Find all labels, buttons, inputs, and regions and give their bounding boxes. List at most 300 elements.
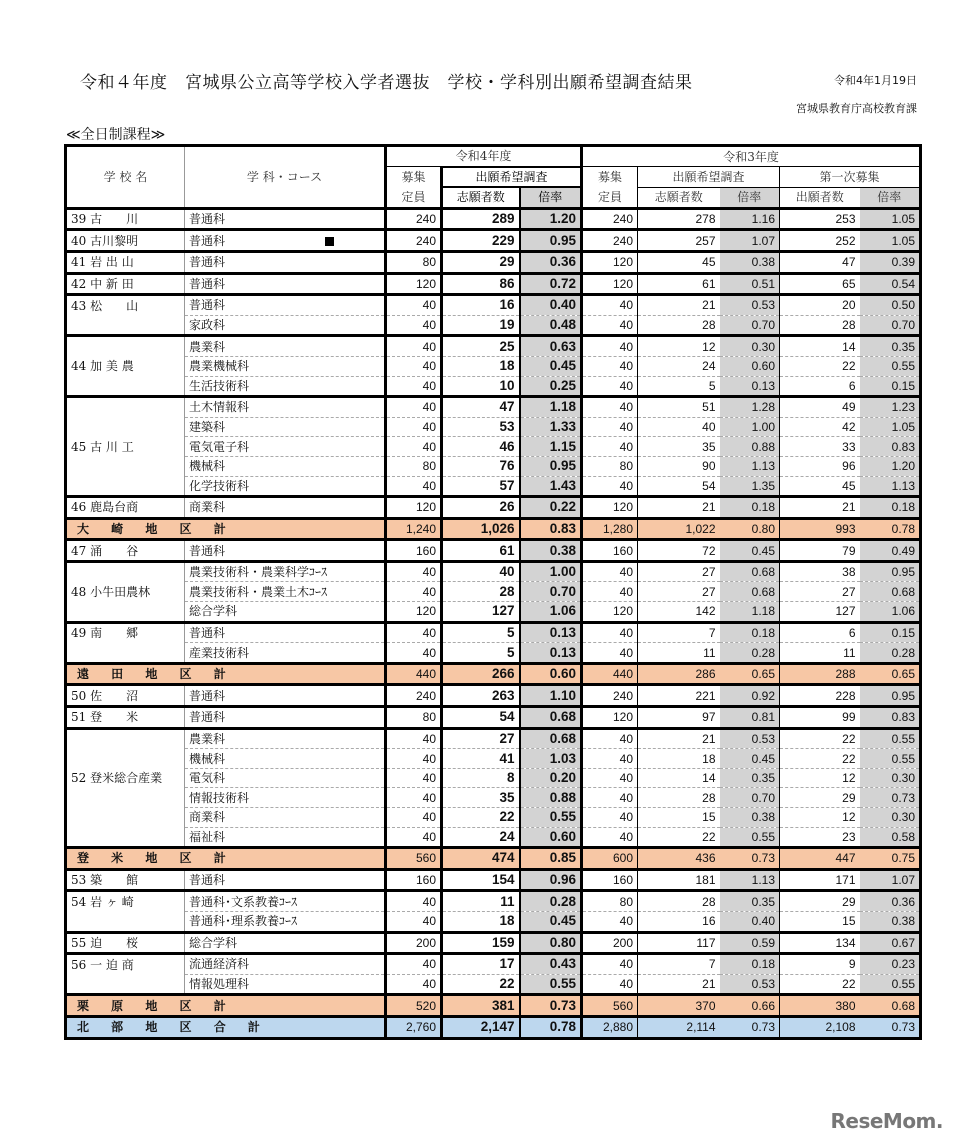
r3-first-applicants: 20 — [780, 295, 860, 316]
r4-applicants: 29 — [442, 251, 520, 273]
r4-applicants: 266 — [442, 663, 520, 685]
r4-ratio: 0.63 — [520, 336, 582, 357]
r3-applicants: 27 — [638, 582, 720, 602]
r3-applicants: 370 — [638, 995, 720, 1017]
r4-ratio: 0.72 — [520, 273, 582, 295]
department-name — [185, 397, 386, 418]
department-name — [185, 932, 386, 954]
r3-ratio: 0.45 — [720, 749, 780, 769]
r4-capacity: 40 — [386, 622, 442, 643]
r4-ratio: 1.20 — [520, 208, 582, 230]
r3-first-ratio: 0.35 — [860, 336, 921, 357]
school-name: 54 岩 ヶ 崎 — [66, 891, 185, 912]
header-r3: 令和3年度 — [582, 146, 921, 167]
r4-ratio: 0.45 — [520, 911, 582, 932]
r3-applicants: 117 — [638, 932, 720, 954]
r3-first-applicants: 28 — [780, 315, 860, 336]
r4-ratio: 0.83 — [520, 518, 582, 540]
r4-ratio: 0.25 — [520, 376, 582, 397]
r3-first-applicants: 23 — [780, 827, 860, 848]
department-label: 農業機械科 — [189, 359, 250, 374]
school-name: 43 松 山 — [66, 295, 185, 316]
r4-applicants: 25 — [442, 336, 520, 357]
r4-capacity: 160 — [386, 869, 442, 891]
r3-applicants: 5 — [638, 376, 720, 397]
table-row — [66, 911, 921, 932]
r3-first-ratio: 0.58 — [860, 827, 921, 848]
r3-first-ratio: 0.49 — [860, 540, 921, 562]
r3-ratio: 0.53 — [720, 974, 780, 995]
r4-applicants: 8 — [442, 768, 520, 788]
r3-applicants: 18 — [638, 749, 720, 769]
r3-ratio: 0.18 — [720, 954, 780, 975]
r3-first-ratio: 0.36 — [860, 891, 921, 912]
department-label: 機械科 — [189, 459, 226, 474]
r3-applicants: 35 — [638, 437, 720, 457]
r4-capacity: 2,760 — [386, 1016, 442, 1038]
r4-ratio: 0.78 — [520, 1016, 582, 1038]
r3-first-ratio: 0.30 — [860, 808, 921, 828]
header-r3-applicants: 志願者数 — [638, 187, 720, 208]
r3-applicants: 40 — [638, 417, 720, 437]
r3-first-applicants: 45 — [780, 476, 860, 497]
department-name — [185, 954, 386, 975]
department-label: 情報処理科 — [189, 977, 250, 992]
header-r4-applicants: 志願者数 — [442, 187, 520, 208]
header-r3-capacity-1: 募集 — [582, 167, 638, 188]
r4-ratio: 0.85 — [520, 848, 582, 870]
department-label: 商業科 — [189, 810, 226, 825]
department-name — [185, 561, 386, 582]
r4-applicants: 46 — [442, 437, 520, 457]
r3-ratio: 0.18 — [720, 497, 780, 519]
school-name — [66, 376, 185, 397]
r3-first-ratio: 0.23 — [860, 954, 921, 975]
department-name — [185, 911, 386, 932]
r4-applicants: 5 — [442, 643, 520, 664]
department-name — [185, 273, 386, 295]
header-r4-ratio: 倍率 — [520, 187, 582, 208]
r4-capacity: 160 — [386, 540, 442, 562]
r3-first-applicants: 380 — [780, 995, 860, 1017]
department-name — [185, 336, 386, 357]
r3-first-ratio: 1.20 — [860, 456, 921, 476]
department-name — [185, 356, 386, 376]
r3-first-ratio: 0.73 — [860, 1016, 921, 1038]
subtotal-row — [66, 848, 921, 870]
r3-first-ratio: 0.70 — [860, 315, 921, 336]
r3-ratio: 0.18 — [720, 622, 780, 643]
r3-applicants: 21 — [638, 295, 720, 316]
r3-first-applicants: 29 — [780, 891, 860, 912]
school-name — [66, 476, 185, 497]
r4-ratio: 0.28 — [520, 891, 582, 912]
r3-applicants: 28 — [638, 315, 720, 336]
r3-first-ratio: 0.55 — [860, 728, 921, 749]
r3-ratio: 1.13 — [720, 869, 780, 891]
department-label: 普通科･文系教養ｺｰｽ — [189, 894, 298, 909]
r3-first-applicants: 22 — [780, 356, 860, 376]
school-name — [66, 643, 185, 664]
department-name — [185, 768, 386, 788]
r4-capacity: 40 — [386, 397, 442, 418]
r3-first-applicants: 12 — [780, 808, 860, 828]
r3-first-applicants: 252 — [780, 230, 860, 252]
r4-applicants: 35 — [442, 788, 520, 808]
r4-capacity: 40 — [386, 476, 442, 497]
r4-applicants: 1,026 — [442, 518, 520, 540]
r4-applicants: 47 — [442, 397, 520, 418]
school-name — [66, 456, 185, 476]
r3-first-applicants: 22 — [780, 749, 860, 769]
r4-ratio: 0.40 — [520, 295, 582, 316]
r3-ratio: 0.92 — [720, 685, 780, 707]
r4-ratio: 1.33 — [520, 417, 582, 437]
r4-capacity: 1,240 — [386, 518, 442, 540]
table-row — [66, 749, 921, 769]
course-type-label: ≪全日制課程≫ — [66, 127, 166, 143]
black-square-marker-icon — [325, 237, 334, 246]
r4-capacity: 80 — [386, 456, 442, 476]
results-table — [64, 144, 922, 1040]
r4-capacity: 40 — [386, 437, 442, 457]
r4-applicants: 54 — [442, 707, 520, 729]
department-name — [185, 602, 386, 623]
r4-ratio: 0.88 — [520, 788, 582, 808]
table-row — [66, 251, 921, 273]
department-label: 建築科 — [189, 420, 226, 435]
table-row — [66, 376, 921, 397]
r3-applicants: 436 — [638, 848, 720, 870]
r3-ratio: 0.53 — [720, 728, 780, 749]
school-name: 56 一 迫 商 — [66, 954, 185, 975]
total-row — [66, 1016, 921, 1038]
department-name — [185, 437, 386, 457]
table-row — [66, 622, 921, 643]
department-name — [185, 869, 386, 891]
table-row — [66, 685, 921, 707]
r4-ratio: 1.10 — [520, 685, 582, 707]
r3-ratio: 1.18 — [720, 602, 780, 623]
r3-applicants: 15 — [638, 808, 720, 828]
r3-capacity: 40 — [582, 561, 638, 582]
r3-first-ratio: 0.39 — [860, 251, 921, 273]
r4-capacity: 40 — [386, 295, 442, 316]
r4-capacity: 240 — [386, 685, 442, 707]
department-name — [185, 707, 386, 729]
subtotal-label: 大 崎 地 区 計 — [77, 521, 235, 536]
r3-first-ratio: 0.83 — [860, 437, 921, 457]
department-label: 福祉科 — [189, 829, 226, 844]
r4-capacity: 40 — [386, 356, 442, 376]
table-row — [66, 808, 921, 828]
department-name — [185, 497, 386, 519]
department-label: 化学技術科 — [189, 478, 250, 493]
table-row — [66, 336, 921, 357]
r3-ratio: 0.68 — [720, 561, 780, 582]
r3-capacity: 2,880 — [582, 1016, 638, 1038]
r4-ratio: 0.13 — [520, 622, 582, 643]
r3-ratio: 0.59 — [720, 932, 780, 954]
r3-ratio: 0.73 — [720, 1016, 780, 1038]
r3-capacity: 40 — [582, 974, 638, 995]
table-row — [66, 582, 921, 602]
page-title: 令和４年度 宮城県公立高等学校入学者選抜 学校・学科別出願希望調査結果 — [80, 73, 693, 93]
department-label: 土木情報科 — [189, 400, 250, 415]
r4-capacity: 40 — [386, 768, 442, 788]
department-name — [185, 643, 386, 664]
school-name: 50 佐 沼 — [66, 685, 185, 707]
subtotal-row — [66, 663, 921, 685]
r3-first-ratio: 0.68 — [860, 582, 921, 602]
table-row — [66, 643, 921, 664]
department-label: 普通科 — [189, 873, 226, 888]
department-name — [185, 230, 386, 252]
r3-capacity: 40 — [582, 827, 638, 848]
r3-ratio: 0.73 — [720, 848, 780, 870]
r3-first-applicants: 38 — [780, 561, 860, 582]
r3-ratio: 0.66 — [720, 995, 780, 1017]
r4-capacity: 520 — [386, 995, 442, 1017]
r3-first-ratio: 1.06 — [860, 602, 921, 623]
r3-first-applicants: 99 — [780, 707, 860, 729]
r3-capacity: 120 — [582, 707, 638, 729]
r3-first-applicants: 228 — [780, 685, 860, 707]
r3-ratio: 0.65 — [720, 663, 780, 685]
r3-first-ratio: 0.55 — [860, 974, 921, 995]
r3-applicants: 21 — [638, 974, 720, 995]
r3-capacity: 40 — [582, 768, 638, 788]
r3-capacity: 40 — [582, 315, 638, 336]
r3-first-ratio: 0.67 — [860, 932, 921, 954]
r3-first-ratio: 0.38 — [860, 911, 921, 932]
r3-first-applicants: 11 — [780, 643, 860, 664]
r3-capacity: 40 — [582, 728, 638, 749]
r3-first-ratio: 1.23 — [860, 397, 921, 418]
r4-capacity: 560 — [386, 848, 442, 870]
r3-ratio: 0.80 — [720, 518, 780, 540]
r4-capacity: 40 — [386, 808, 442, 828]
r3-first-applicants: 288 — [780, 663, 860, 685]
department-label: 家政科 — [189, 318, 226, 333]
r3-applicants: 61 — [638, 273, 720, 295]
r3-ratio: 0.30 — [720, 336, 780, 357]
department-label: 普通科･理系教養ｺｰｽ — [189, 914, 298, 929]
r4-ratio: 0.43 — [520, 954, 582, 975]
r4-ratio: 1.00 — [520, 561, 582, 582]
department-label: 普通科 — [189, 212, 226, 227]
table-row — [66, 437, 921, 457]
r3-first-applicants: 14 — [780, 336, 860, 357]
r3-first-ratio: 0.73 — [860, 788, 921, 808]
r4-ratio: 1.03 — [520, 749, 582, 769]
r3-capacity: 200 — [582, 932, 638, 954]
table-row — [66, 208, 921, 230]
school-name — [66, 602, 185, 623]
r4-capacity: 40 — [386, 891, 442, 912]
r4-ratio: 0.48 — [520, 315, 582, 336]
table-row — [66, 230, 921, 252]
department-label: 電気電子科 — [189, 439, 250, 454]
school-name — [66, 827, 185, 848]
r3-first-applicants: 96 — [780, 456, 860, 476]
r3-ratio: 0.81 — [720, 707, 780, 729]
r3-ratio: 0.28 — [720, 643, 780, 664]
table-row — [66, 728, 921, 749]
r4-ratio: 0.80 — [520, 932, 582, 954]
r4-ratio: 0.96 — [520, 869, 582, 891]
r4-capacity: 40 — [386, 643, 442, 664]
school-name — [66, 561, 185, 582]
header-r3-first: 第一次募集 — [780, 167, 921, 188]
r3-applicants: 286 — [638, 663, 720, 685]
subtotal-row — [66, 995, 921, 1017]
r3-applicants: 90 — [638, 456, 720, 476]
r4-applicants: 2,147 — [442, 1016, 520, 1038]
r4-applicants: 53 — [442, 417, 520, 437]
r3-capacity: 40 — [582, 295, 638, 316]
department-label: 総合学科 — [189, 604, 238, 619]
r3-first-applicants: 9 — [780, 954, 860, 975]
r3-applicants: 181 — [638, 869, 720, 891]
r3-ratio: 1.00 — [720, 417, 780, 437]
school-name: 47 涌 谷 — [66, 540, 185, 562]
department-label: 普通科 — [189, 543, 226, 558]
school-name: 49 南 郷 — [66, 622, 185, 643]
table-body — [66, 208, 921, 1038]
department-name — [185, 582, 386, 602]
table-row — [66, 932, 921, 954]
table-row — [66, 561, 921, 582]
r3-applicants: 2,114 — [638, 1016, 720, 1038]
r3-ratio: 0.38 — [720, 808, 780, 828]
r3-first-applicants: 21 — [780, 497, 860, 519]
department-label: 普通科 — [189, 710, 226, 725]
school-name: 44 加 美 農 — [66, 356, 185, 376]
department-name — [185, 417, 386, 437]
r4-ratio: 0.60 — [520, 663, 582, 685]
r3-first-applicants: 15 — [780, 911, 860, 932]
r3-first-ratio: 0.28 — [860, 643, 921, 664]
r4-ratio: 0.13 — [520, 643, 582, 664]
department-name — [185, 315, 386, 336]
school-name — [66, 788, 185, 808]
r3-ratio: 0.70 — [720, 315, 780, 336]
r3-applicants: 72 — [638, 540, 720, 562]
header-r4-capacity-1: 募集 — [386, 167, 442, 188]
r4-applicants: 159 — [442, 932, 520, 954]
r3-first-ratio: 0.55 — [860, 749, 921, 769]
r4-capacity: 40 — [386, 788, 442, 808]
r4-applicants: 22 — [442, 808, 520, 828]
r3-first-ratio: 1.05 — [860, 230, 921, 252]
department-label: 総合学科 — [189, 935, 238, 950]
r4-capacity: 80 — [386, 707, 442, 729]
r3-capacity: 40 — [582, 476, 638, 497]
department-label: 普通科 — [189, 298, 226, 313]
r3-first-applicants: 12 — [780, 768, 860, 788]
r4-applicants: 474 — [442, 848, 520, 870]
department-label: 普通科 — [189, 255, 226, 270]
r4-applicants: 263 — [442, 685, 520, 707]
school-name — [66, 808, 185, 828]
header-r3-capacity-2: 定員 — [582, 187, 638, 208]
table-row — [66, 315, 921, 336]
r3-capacity: 240 — [582, 230, 638, 252]
header-school-name: 学 校 名 — [66, 146, 185, 209]
r3-applicants: 24 — [638, 356, 720, 376]
r4-applicants: 381 — [442, 995, 520, 1017]
r3-applicants: 14 — [638, 768, 720, 788]
r4-applicants: 86 — [442, 273, 520, 295]
r4-applicants: 61 — [442, 540, 520, 562]
header-r3-ratio: 倍率 — [720, 187, 780, 208]
r3-ratio: 0.53 — [720, 295, 780, 316]
school-name — [66, 974, 185, 995]
r3-first-ratio: 0.15 — [860, 622, 921, 643]
department-name — [185, 540, 386, 562]
r3-ratio: 0.88 — [720, 437, 780, 457]
resemom-watermark: ReseMom. — [830, 1109, 943, 1133]
r4-applicants: 11 — [442, 891, 520, 912]
r3-capacity: 40 — [582, 397, 638, 418]
r4-applicants: 18 — [442, 356, 520, 376]
department-name — [185, 827, 386, 848]
r4-applicants: 26 — [442, 497, 520, 519]
r3-capacity: 40 — [582, 643, 638, 664]
r4-ratio: 1.18 — [520, 397, 582, 418]
r3-first-applicants: 127 — [780, 602, 860, 623]
r3-capacity: 40 — [582, 336, 638, 357]
header-r4-capacity-2: 定員 — [386, 187, 442, 208]
department-label: 農業科 — [189, 339, 226, 354]
department-label: 商業科 — [189, 500, 226, 515]
r3-ratio: 0.38 — [720, 251, 780, 273]
r4-ratio: 0.55 — [520, 808, 582, 828]
r3-applicants: 16 — [638, 911, 720, 932]
r3-first-ratio: 0.78 — [860, 518, 921, 540]
r4-capacity: 120 — [386, 273, 442, 295]
total-label: 北 部 地 区 合 計 — [77, 1020, 269, 1035]
r3-first-applicants: 29 — [780, 788, 860, 808]
header-r3-first-ratio: 倍率 — [860, 187, 921, 208]
r3-first-applicants: 42 — [780, 417, 860, 437]
r3-capacity: 240 — [582, 208, 638, 230]
r3-applicants: 28 — [638, 788, 720, 808]
r3-first-ratio: 0.54 — [860, 273, 921, 295]
header-r4-survey: 出願希望調査 — [442, 167, 582, 188]
r3-first-ratio: 0.18 — [860, 497, 921, 519]
r3-first-ratio: 0.15 — [860, 376, 921, 397]
r3-applicants: 7 — [638, 622, 720, 643]
r3-first-applicants: 993 — [780, 518, 860, 540]
r3-capacity: 80 — [582, 456, 638, 476]
r4-capacity: 120 — [386, 497, 442, 519]
r3-capacity: 40 — [582, 376, 638, 397]
department-name — [185, 728, 386, 749]
r3-capacity: 120 — [582, 251, 638, 273]
department-label: 生活技術科 — [189, 378, 250, 393]
r3-first-applicants: 49 — [780, 397, 860, 418]
department-name — [185, 376, 386, 397]
school-name: 52 登米総合産業 — [66, 768, 185, 788]
r4-applicants: 18 — [442, 911, 520, 932]
r3-capacity: 120 — [582, 602, 638, 623]
r4-ratio: 0.38 — [520, 540, 582, 562]
r4-ratio: 0.95 — [520, 456, 582, 476]
r3-first-applicants: 27 — [780, 582, 860, 602]
table-row — [66, 273, 921, 295]
